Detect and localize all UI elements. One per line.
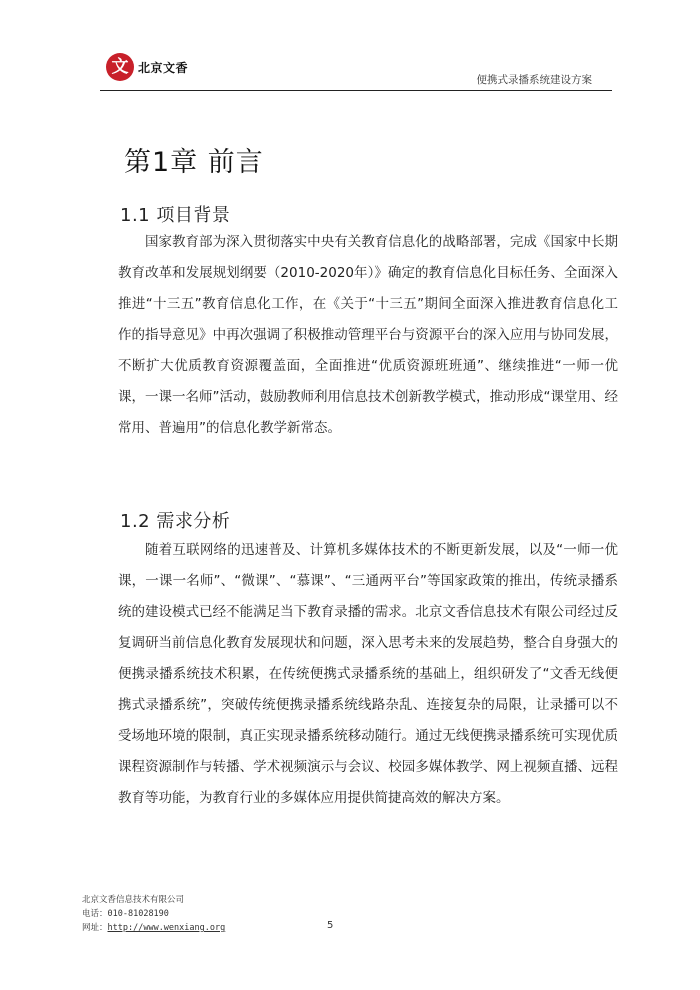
section-paragraph-background: 国家教育部为深入贯彻落实中央有关教育信息化的战略部署，完成《国家中长期教育改革和发展规划纲要（2010-2020年）》确定的教育信息化目标任务、全面深入推进“十三五”教育信息化工作，在《关于“十三五”期间全面深入推进教育信息化工作的指导意见》中再次强调了积极推动管理平台与资源平台的深入应用与协同发展，不断扩大优质教育资源覆盖面，全面推进“优质资源班班通”、继续推进“一师一优课，一课一名师”活动，鼓励教师利用信息技术创新教学模式，推动形成“课堂用、经常用、普遍用”的信息化教学新常态。 bbox=[118, 234, 618, 436]
page-number: 5 bbox=[327, 920, 334, 931]
company-logo-icon: 文 bbox=[106, 53, 134, 81]
chapter-title: 第1章 前言 bbox=[124, 147, 264, 178]
company-logo-text: 北京文香 bbox=[138, 61, 189, 75]
footer-company: 北京文香信息技术有限公司 bbox=[82, 895, 185, 905]
footer-website-link[interactable]: http://www.wenxiang.org bbox=[107, 923, 226, 933]
section-title-requirements: 1.2 需求分析 bbox=[120, 511, 231, 532]
section-paragraph-requirements: 随着互联网络的迅速普及、计算机多媒体技术的不断更新发展，以及“一师一优课，一课一名师”、“微课”、“慕课”、“三通两平台”等国家政策的推出，传统录播系统的建设模式已经不能满足当下教育录播的需求。北京文香信息技术有限公司经过反复调研当前信息化教育发展现状和问题，深入思考未来的发展趋势，整合自身强大的便携录播系统技术积累，在传统便携式录播系统的基础上，组织研发了“文香无线便携式录播系统”，突破传统便携录播系统线路杂乱、连接复杂的局限，让录播可以不受场地环境的限制，真正实现录播系统移动随行。通过无线便携录播系统可实现优质课程资源制作与转播、学术视频演示与会议、校园多媒体教学、网上视频直播、远程教育等功能，为教育行业的多媒体应用提供简捷高效的解决方案。 bbox=[118, 542, 618, 806]
footer-website-label: 网址： bbox=[82, 923, 108, 933]
page-footer bbox=[82, 893, 622, 935]
document-title: 便携式录播系统建设方案 bbox=[476, 74, 592, 86]
footer-website-row bbox=[82, 921, 622, 935]
page-header bbox=[100, 48, 612, 91]
footer-phone: 电话：010-81028190 bbox=[82, 909, 169, 919]
section-title-background: 1.1 项目背景 bbox=[120, 205, 231, 226]
